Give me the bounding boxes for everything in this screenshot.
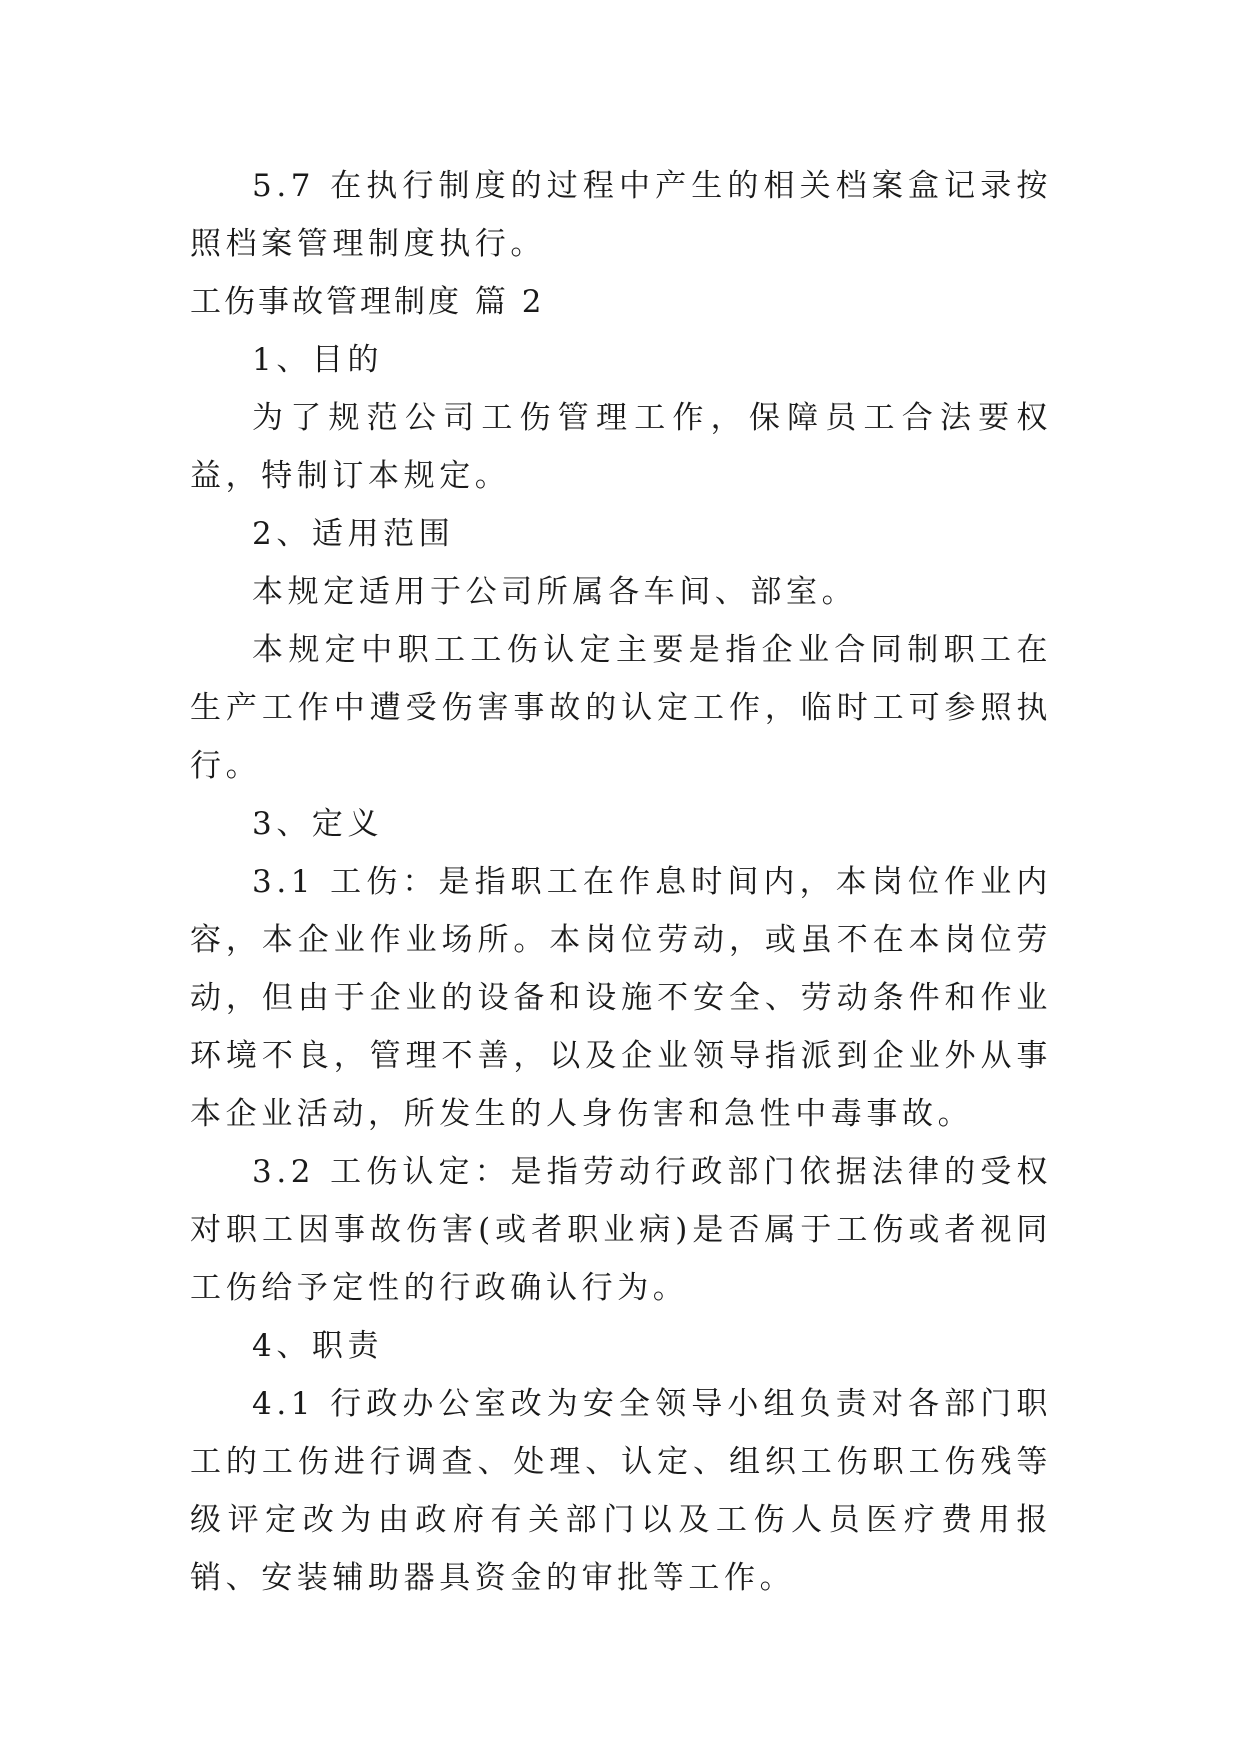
heading-purpose: 1、目的 <box>252 342 384 378</box>
heading-responsibilities: 4、职责 <box>252 1328 384 1364</box>
paragraph-scope-detail: 本规定中职工工伤认定主要是指企业合同制职工在生产工作中遭受伤害事故的认定工作，临时工可参照执行。 <box>190 632 1052 784</box>
heading-scope: 2、适用范围 <box>252 516 455 552</box>
paragraph-archive-note: 5.7 在执行制度的过程中产生的相关档案盒记录按照档案管理制度执行。 <box>190 168 1052 262</box>
paragraph-purpose: 为了规范公司工伤管理工作，保障员工合法要权益，特制订本规定。 <box>190 400 1052 494</box>
paragraph-responsibility-4-1: 4.1 行政办公室改为安全领导小组负责对各部门职工的工伤进行调查、处理、认定、组织工伤职工伤残等级评定改为由政府有关部门以及工伤人员医疗费用报销、安装辅助器具资金的审批等工作。 <box>190 1386 1052 1596</box>
paragraph-definition-3-2: 3.2 工伤认定：是指劳动行政部门依据法律的受权对职工因事故伤害(或者职业病)是否属于工伤或者视同工伤给予定性的行政确认行为。 <box>190 1154 1052 1306</box>
heading-definitions: 3、定义 <box>252 806 384 842</box>
paragraph-definition-3-1: 3.1 工伤：是指职工在作息时间内，本岗位作业内容，本企业作业场所。本岗位劳动，或虽不在本岗位劳动，但由于企业的设备和设施不安全、劳动条件和作业环境不良，管理不善，以及企业领导指派到企业外从事本企业活动，所发生的人身伤害和急性中毒事故。 <box>190 864 1052 1132</box>
document-page <box>190 157 1052 1607</box>
paragraph-scope: 本规定适用于公司所属各车间、部室。 <box>252 574 858 610</box>
section-title: 工伤事故管理制度 篇 2 <box>190 284 545 320</box>
